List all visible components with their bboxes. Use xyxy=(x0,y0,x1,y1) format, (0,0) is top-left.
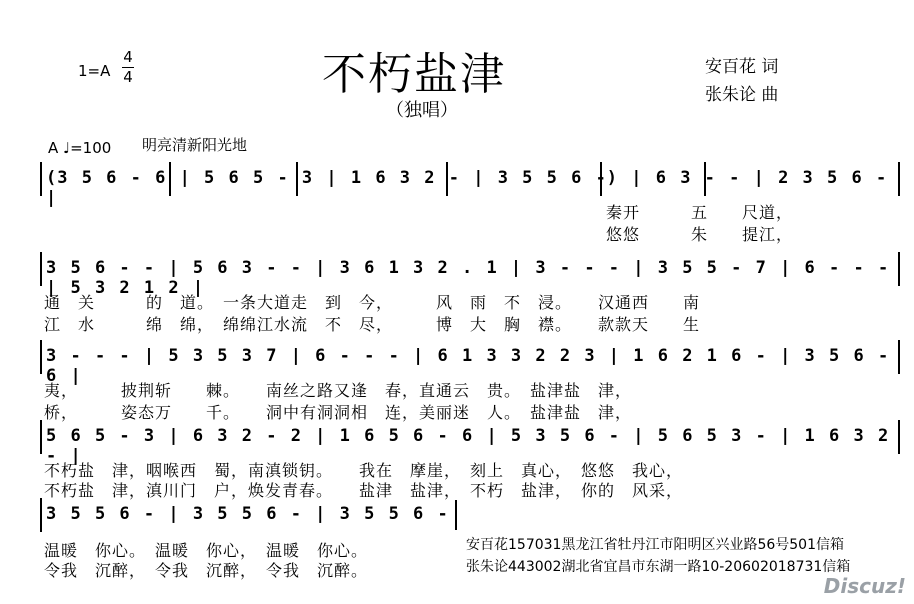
staff-row-3 xyxy=(40,340,900,386)
time-signature xyxy=(122,48,134,87)
notes-row-3: 3 - - - | 5 3 5 3 7 | 6 - - - | 6 1 3 3 2 2 3 | 1 6 2 1 6 - | 3 5 6 - 6 | xyxy=(46,346,890,386)
song-title: 不朽盐津 xyxy=(322,49,506,100)
notes-row-2: 3 5 6 - - | 5 6 3 - - | 3 6 1 3 2 . 1 | 3 - - - | 3 5 5 - 7 | 6 - - - | 5 3 2 1 2 | xyxy=(46,258,890,298)
staff-row-4 xyxy=(40,420,900,466)
time-signature-top: 4 xyxy=(123,48,133,66)
notes-row-4: 5 6 5 - 3 | 6 3 2 - 2 | 1 6 5 6 - 6 | 5 3 5 6 - | 5 6 5 3 - | 1 6 3 2 - | xyxy=(46,426,890,466)
key-signature: 1=A xyxy=(78,62,111,80)
staff-row-1 xyxy=(40,162,900,208)
lyrics-row-1-verse-1: 秦开 五 尺道， xyxy=(606,203,794,222)
lyrics-row-5-verse-2: 令我 沉醉， 令我 沉醉， 令我 沉醉。 xyxy=(44,561,369,580)
notes-row-1: (3 5 6 - 6 | 5 6 5 - 3 | 1 6 3 2 - | 3 5 5 6 -) | 6 3 - - | 2 3 5 6 - | xyxy=(46,168,888,208)
staff-row-2 xyxy=(40,252,900,298)
lyrics-row-1-verse-2: 悠悠 朱 提江， xyxy=(606,225,794,244)
discuz-watermark: Discuz! xyxy=(823,574,906,598)
song-subtitle: （独唱） xyxy=(386,100,458,121)
lyrics-row-2-verse-2: 江 水 绵 绵， 绵绵江水流 不 尽， 博 大 胸 襟。 款款天 生 xyxy=(44,315,701,334)
lyrics-row-4-verse-2: 不朽盐 津，滇川门 户，焕发青春。 盐津 盐津， 不朽 盐津， 你的 风采， xyxy=(44,481,684,500)
lyricist-credit: 安百花 词 xyxy=(705,57,779,77)
lyrics-row-4-verse-1: 不朽盐 津，咽喉西 蜀，南滇锁钥。 我在 摩崖， 刻上 真心， 悠悠 我心， xyxy=(44,461,684,480)
lyrics-row-5-verse-1: 温暖 你心。 温暖 你心， 温暖 你心。 xyxy=(44,541,369,560)
tempo-marking: A ♩=100 xyxy=(48,139,112,157)
composer-credit: 张朱论 曲 xyxy=(705,85,779,105)
composer-contact: 张朱论443002湖北省宜昌市东湖一路10-20602018731信箱 xyxy=(466,559,851,575)
staff-row-5 xyxy=(40,498,456,532)
lyrics-row-3-verse-2: 桥， 姿态万 千。 洞中有洞洞相 连，美丽迷 人。 盐津盐 津， xyxy=(44,403,633,422)
final-barline xyxy=(455,500,463,530)
time-signature-bottom: 4 xyxy=(123,68,133,86)
lyricist-contact: 安百花157031黑龙江省牡丹江市阳明区兴业路56号501信箱 xyxy=(466,537,844,553)
lyrics-row-3-verse-1: 夷， 披荆斩 棘。 南丝之路又逢 春，直通云 贵。 盐津盐 津， xyxy=(44,381,633,400)
lyrics-row-2-verse-1: 通 关 的 道。 一条大道走 到 今， 风 雨 不 浸。 汉通西 南 xyxy=(44,293,701,312)
notes-row-5: 3 5 5 6 - | 3 5 5 6 - | 3 5 5 6 - xyxy=(46,504,449,524)
mood-marking: 明亮清新阳光地 xyxy=(142,136,248,154)
